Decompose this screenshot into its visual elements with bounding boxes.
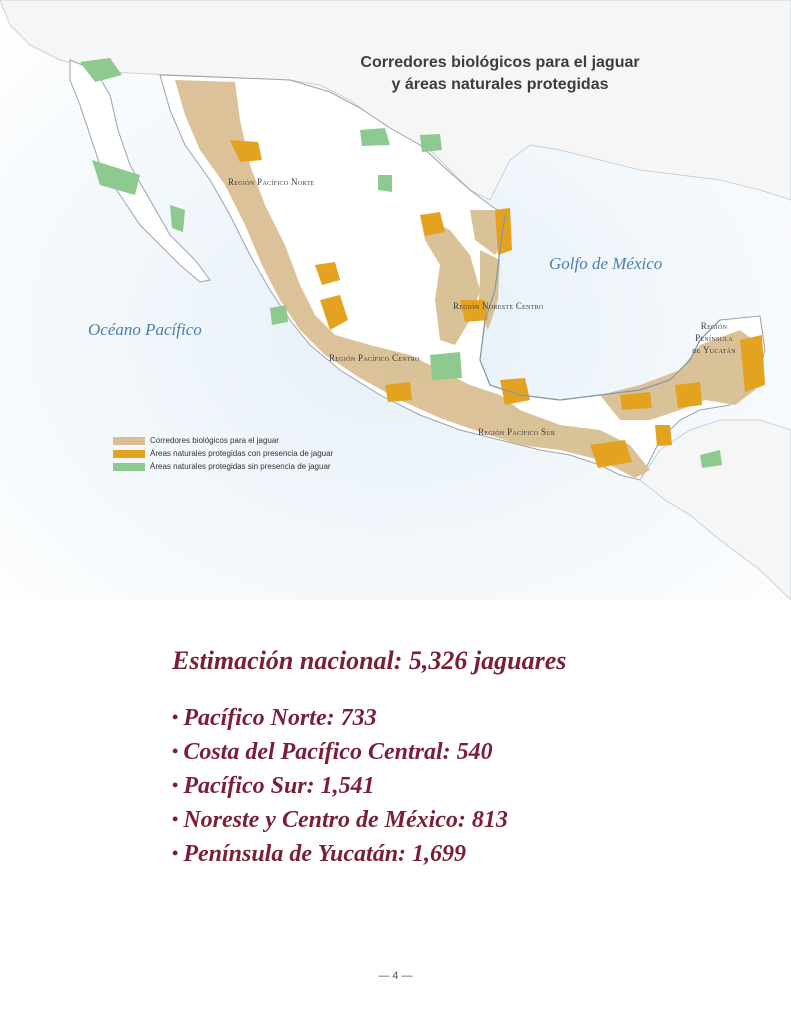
region-label-pacifico-norte: Región Pacífico Norte: [228, 177, 315, 187]
map-title: [340, 52, 660, 96]
legend-label-corridors: Corredores biológicos para el jaguar: [150, 436, 279, 445]
region-label-pacifico-sur: Región Pacífico Sur: [478, 427, 556, 437]
region-label-yucatan: [682, 320, 746, 356]
region-label-yucatan-line3: de Yucatán: [692, 345, 736, 355]
legend-label-protected-with-jaguar: Áreas naturales protegidas con presencia de jaguar: [150, 449, 334, 458]
legend-swatch-protected-with-jaguar: [113, 450, 145, 458]
map-legend: [113, 434, 333, 473]
legend-swatch-corridors: [113, 437, 145, 445]
stats-item-pacifico-central: • Costa del Pacífico Central: 540: [172, 734, 566, 768]
legend-label-protected-without-jaguar: Áreas naturales protegidas sin presencia de jaguar: [150, 462, 331, 471]
stats-headline: Estimación nacional: 5,326 jaguares: [172, 646, 567, 675]
region-label-noreste-centro: Región Noreste Centro: [453, 301, 544, 311]
stats-item-noreste-centro: • Noreste y Centro de México: 813: [172, 802, 566, 836]
legend-item-corridors: [113, 434, 333, 447]
region-label-yucatan-line1: Región: [700, 321, 728, 331]
map-title-line2: y áreas naturales protegidas: [391, 76, 609, 93]
stats-item-pacifico-sur: • Pacífico Sur: 1,541: [172, 768, 566, 802]
page-number: — 4 —: [378, 970, 413, 982]
region-label-yucatan-line2: Península: [695, 333, 733, 343]
stats-item-pacifico-norte: • Pacífico Norte: 733: [172, 700, 566, 734]
region-label-pacifico-centro: Región Pacífico Centro: [329, 353, 420, 363]
stats-list: [172, 700, 566, 870]
population-stats: [172, 646, 566, 870]
map-title-line1: Corredores biológicos para el jaguar: [360, 54, 640, 71]
stats-item-peninsula-yucatan: • Península de Yucatán: 1,699: [172, 836, 566, 870]
pacific-label: Océano Pacífico: [88, 320, 202, 339]
legend-swatch-protected-without-jaguar: [113, 463, 145, 471]
legend-item-protected-with-jaguar: [113, 447, 333, 460]
legend-item-protected-without-jaguar: [113, 460, 333, 473]
gulf-label: Golfo de México: [549, 254, 663, 273]
